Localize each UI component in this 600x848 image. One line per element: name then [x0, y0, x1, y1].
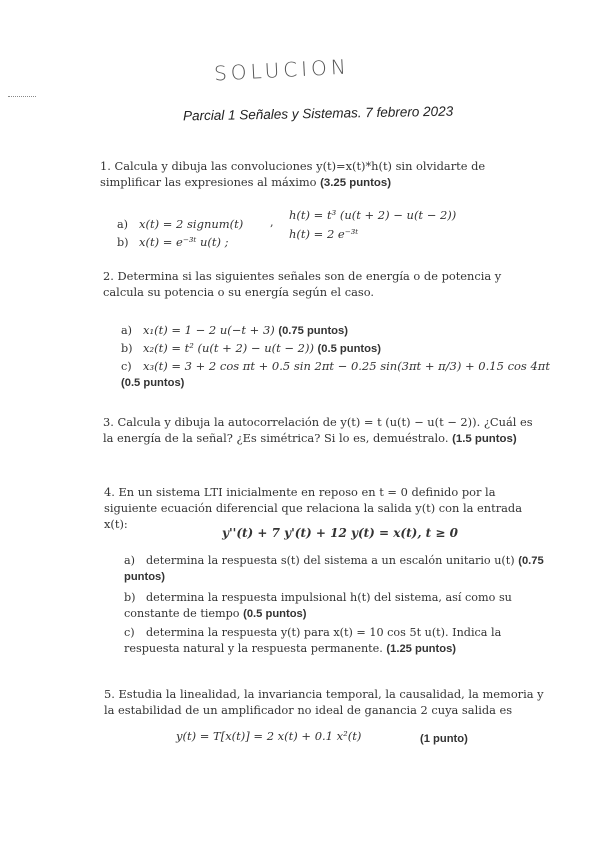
question-1-b: [117, 234, 229, 251]
question-2-a-points: (0.75 puntos): [278, 325, 348, 337]
question-5: 5. Estudia la linealidad, la invariancia temporal, la causalidad, la memoria y la estabilidad de un amplificador no ideal de ganancia 2 cuya salida es: [104, 687, 544, 717]
question-2-a: [121, 322, 348, 339]
question-4-b-points: (0.5 puntos): [243, 608, 307, 620]
question-4-c-label: c): [124, 626, 135, 639]
question-2-b-expr: x₂(t) = t² (u(t + 2) − u(t − 2)): [143, 341, 314, 355]
question-1: [100, 158, 540, 191]
question-2-b-label: b): [121, 342, 133, 355]
question-2-c-expr: x₃(t) = 3 + 2 cos πt + 0.5 sin 2πt − 0.25 sin(3πt + π/3) + 0.15 cos 4πt: [143, 359, 550, 373]
question-1-points: (3.25 puntos): [320, 177, 392, 189]
question-4-a-text: determina la respuesta s(t) del sistema a un escalón unitario u(t): [146, 554, 515, 567]
question-1-b-label: b): [117, 236, 129, 249]
question-4-b-label: b): [124, 591, 136, 604]
question-1-a-label: a): [117, 218, 129, 231]
question-1-a-h: h(t) = t³ (u(t + 2) − u(t − 2)): [289, 208, 457, 222]
question-3: [103, 414, 543, 447]
question-2-b: [121, 340, 381, 357]
question-2-c-label: c): [121, 360, 132, 373]
question-4-b-text: determina la respuesta impulsional h(t) del sistema, así como su constante de tiempo: [124, 591, 512, 620]
question-1-comma: ,: [270, 216, 274, 229]
question-2-a-label: a): [121, 324, 133, 337]
question-2-b-points: (0.5 puntos): [317, 343, 381, 355]
question-3-points: (1.5 puntos): [452, 433, 517, 445]
question-4-a-points: (0.75 puntos): [124, 555, 544, 583]
question-1-b-x: x(t) = e⁻³ᵗ u(t) ;: [139, 235, 229, 249]
question-4-c-points: (1.25 puntos): [386, 643, 457, 655]
margin-mark: [8, 96, 36, 98]
question-3-text: 3. Calcula y dibuja la autocorrelación de y(t) = t (u(t) − u(t − 2)). ¿Cuál es la energía de la señal? ¿Es simétrica? Si lo es, demuéstralo.: [103, 415, 533, 445]
question-4-equation: y''(t) + 7 y'(t) + 12 y(t) = x(t), t ≥ 0: [222, 526, 458, 540]
exam-title: Parcial 1 Señales y Sistemas. 7 febrero 2023: [182, 103, 454, 124]
question-5-equation: y(t) = T[x(t)] = 2 x(t) + 0.1 x²(t): [176, 729, 362, 743]
question-1-a-x: x(t) = 2 signum(t): [139, 217, 244, 231]
question-1-text: 1. Calcula y dibuja las convoluciones y(t)=x(t)*h(t) sin olvidarte de simplificar las expresiones al máximo: [100, 159, 486, 189]
question-4-c: [124, 625, 544, 657]
question-4-c-text: determina la respuesta y(t) para x(t) = 10 cos 5t u(t). Indica la respuesta natural y la respuesta permanente.: [124, 626, 502, 655]
question-4-b: [124, 590, 544, 622]
question-2: 2. Determina si las siguientes señales son de energía o de potencia y calcula su potencia o su energía según el caso.: [103, 269, 502, 299]
question-4: 4. En un sistema LTI inicialmente en reposo en t = 0 definido por la siguiente ecuación diferencial que relaciona la salida y(t) con la entrada x(t):: [104, 485, 523, 531]
question-1-a: [117, 216, 243, 233]
question-5-points: (1 punto): [420, 733, 468, 745]
handwritten-title: SOLUCION: [213, 54, 351, 86]
question-2-c-points: (0.5 puntos): [121, 377, 185, 389]
question-4-a: [124, 553, 544, 585]
question-2-c: [121, 358, 551, 391]
question-4-a-label: a): [124, 554, 136, 567]
question-2-a-expr: x₁(t) = 1 − 2 u(−t + 3): [143, 323, 275, 337]
question-1-b-h: h(t) = 2 e⁻³ᵗ: [289, 227, 359, 241]
